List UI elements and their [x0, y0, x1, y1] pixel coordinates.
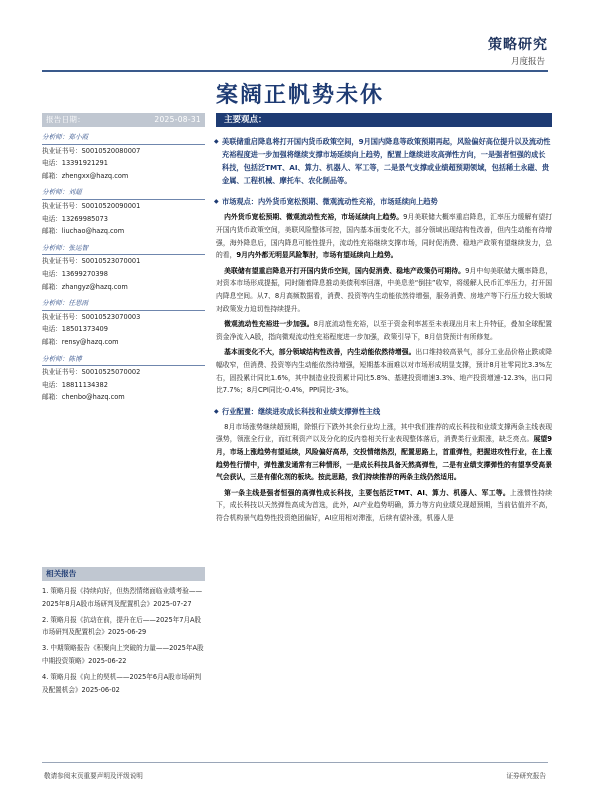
footer-divider [42, 762, 548, 763]
paragraph [216, 487, 552, 525]
analyst-name: 郑小霞 [68, 133, 89, 141]
analyst-list [42, 131, 205, 404]
related-report-item[interactable]: 3. 中期策略报告《积聚向上突破的力量——2025年A股中期投资策略》2025-06-22 [42, 644, 204, 665]
analyst-phone: 电话：18501373409 [42, 325, 108, 334]
analyst-name: 陈博 [68, 354, 82, 363]
analyst-name-row [42, 186, 205, 200]
report-date-bar [42, 113, 205, 127]
brand-name: 策略研究 [488, 37, 548, 53]
analyst-role: 分析师： [42, 188, 69, 197]
analyst-email[interactable]: 邮箱：chenbo@hazq.com [42, 393, 125, 402]
paragraph-text: 9月美联储大概率重启降息，汇率压力缓解有望打开国内货币政策空间，美联风险整体可控，国内基本面变化不大，部分领域出现结构性改善，但内生动能有待增强，海外降息后，国内降息可能性提升，流动性充裕继续支撑市场，同时促消费、稳地产政策有望继续发力，总的看， [216, 213, 552, 260]
paragraph [216, 318, 552, 343]
analyst-entry [42, 297, 205, 348]
analyst-name-row [42, 297, 205, 311]
analyst-phone: 电话：18811134382 [42, 380, 108, 389]
paragraph-text: 8月底流动性充裕，以至于资金利率甚至未表现出月末上升特征，叠加全球配置资金净流入A股，指向微观流动性充裕程度进一步加强，政策引导下，8月信贷预计有所修复。 [216, 320, 552, 341]
analyst-entry [42, 242, 205, 293]
disclaimer-note: 敬请参阅末页重要声明及评级说明 [44, 772, 143, 780]
paragraph-text: 8月市场涨势继续超预期，除银行下跌外其余行业均上涨，其中我们推荐的成长科技和业绩支撑两条主线表现强势，领涨全行业，而红利资产以及分化的反内卷相关行业表现整体落后，消费类行业跟涨，缺乏亮点。 [216, 422, 552, 444]
paragraph-conclusion: 9月内外都无明显风险掣肘，市场有望延续向上趋势。 [236, 251, 398, 260]
related-report-item[interactable]: 2. 策略月报《抗动在前，提升在后——2025年7月A股市场研判及配置机会》2025-06-29 [42, 615, 202, 637]
analyst-name-row [42, 242, 205, 256]
paragraph [216, 265, 552, 315]
analyst-entry [42, 353, 205, 404]
doc-type: 月度报告 [510, 57, 545, 67]
industry-allocation-bullet: ◆ 行业配置：继续进攻成长科技和业绩支撑弹性主线 [216, 405, 552, 418]
paragraph [216, 346, 552, 396]
left-column [42, 113, 205, 404]
analyst-role: 分析师： [42, 133, 69, 141]
analyst-name: 张运智 [68, 243, 89, 252]
report-title: 案阔正帆势未休 [215, 82, 384, 108]
analyst-email[interactable]: 邮箱：zhangyz@hazq.com [42, 282, 128, 291]
analyst-role: 分析师： [42, 354, 69, 363]
key-points-heading: 主要观点： [216, 113, 552, 127]
analyst-email[interactable]: 邮箱：zhengxx@hazq.com [42, 171, 129, 180]
analyst-entry [42, 186, 205, 237]
paragraph-lead: 内外货币宽松预期、微观流动性充裕，市场延续向上趋势。 [224, 213, 404, 222]
analyst-license: 执业证书号：S0010523070003 [42, 312, 141, 321]
analyst-license: 执业证书号：S0010520080007 [42, 146, 141, 155]
related-report-item[interactable]: 4. 策略月报《向上的契机——2025年6月A股市场研判及配置机会》2025-06-02 [42, 672, 202, 694]
analyst-phone: 电话：13269985073 [42, 214, 108, 223]
analyst-role: 分析师： [42, 299, 69, 308]
analyst-phone: 电话：13391921291 [42, 159, 108, 168]
paragraph [216, 211, 552, 261]
analyst-email[interactable]: 邮箱：rensy@hazq.com [42, 337, 119, 346]
paragraph-text: 出口维持较高景气，部分工业品价格止跌或降幅收窄，但消费、投资等内生动能依然待增强，短期基本面难以对市场形成明显支撑，预计8月社零同比3.3%左右，固投累计同比1.6%，其中制造业投资累计同比5.8%、基建投资增速3.3%、地产投资增速-12.3%，出口同比7.7%；8月CPI同比-0.4%，PPI同比-3%。 [216, 348, 553, 395]
analyst-email[interactable]: 邮箱：liuchao@hazq.com [42, 227, 125, 236]
analyst-entry [42, 131, 205, 182]
main-column [216, 113, 552, 525]
paragraph-text: 上涨惯性持续下，成长科技以天然弹性高成为首选，此外，AI产业趋势明确，算力等方向业绩兑现超预期，当前估值并不高，符合机构景气趋势性投资绝团偏好，AI应用相对滞涨，后续有望补涨，机器人是 [216, 488, 553, 523]
paragraph-lead: 美联储有望重启降息开打开国内货币空间，国内促消费、稳地产政策仍可期待。 [224, 266, 466, 275]
analyst-role: 分析师： [42, 243, 69, 252]
analyst-name: 任思雨 [68, 299, 89, 308]
related-reports-heading: 相关报告 [42, 567, 205, 581]
report-date-label: 报告日期： [46, 115, 85, 124]
paragraph-lead: 第一条主线是强者恒强的高弹性成长科技，主要包括泛TMT、AI、算力、机器人、军工等。 [224, 488, 510, 497]
analyst-license: 执业证书号：S0010525070002 [42, 368, 141, 377]
key-point-bullet: ◆ 美联储重启降息将打开国内货币政策空间，9月国内降息等政策预期再起，风险偏好高位提升以及流动性充裕程度进一步加强将继续支撑市场延续向上趋势，配置上继续进攻高弹性方向，一是强者恒强的成长科技，包括泛TMT、AI、算力、机器人、军工等，二是景气支撑或业绩超预期领域，包括稀土永磁、贵金属、工程机械、摩托车、农化制品等。 [216, 135, 552, 187]
analyst-name: 刘超 [68, 188, 82, 197]
analyst-phone: 电话：13699270398 [42, 269, 108, 278]
related-reports-list [42, 585, 205, 699]
analyst-name-row [42, 353, 205, 367]
related-report-item[interactable]: 1. 策略月报《持续向好，但热烈情绪面临业绩考验——2025年8月A股市场研判及配置机会》2025-07-27 [42, 587, 203, 608]
report-date-value: 2025-08-31 [154, 115, 201, 124]
analyst-name-row [42, 131, 205, 145]
paragraph-text: 9月中旬美联储大概率降息，对资本市场形成提振，同时随着降息推动美债利率回落，中美息差“倒挂”收窄，将缓解人民币汇率压力，打开国内降息空间。从7、8月高频数据看，消费、投资等内生动能依然待增强，服务消费、房地产等下行压力较大领域对政策发力迫切性持续提升。 [216, 266, 553, 313]
footer-label: 证券研究报告 [506, 772, 546, 780]
paragraph-emphasis: 展望9月，市场上涨趋势有望延续，风险偏好高昂，交投情绪热烈，配置思路上，首重弹性，把握进攻性行业，在上涨趋势性行情中，弹性激发通常有三种情形，一是成长科技具备天然高弹性，二是有业绩支撑弹性的有望享受高景气会获认，三是有催化剂的板块。按此思路，我们持续推荐的两条主线仍然适用。 [216, 435, 553, 482]
header-divider [42, 70, 548, 72]
analyst-license: 执业证书号：S0010520090001 [42, 201, 141, 210]
paragraph-lead: 微观流动性充裕进一步加强。 [224, 320, 314, 329]
paragraph [216, 421, 552, 484]
analyst-license: 执业证书号：S0010523070001 [42, 257, 141, 266]
paragraph-lead: 基本面变化不大，部分领域结构性改善，内生动能依然待增强。 [224, 348, 416, 357]
market-view-bullet: ◆ 市场观点：内外货币宽松预期、微观流动性充裕，市场延续向上趋势 [216, 195, 552, 208]
